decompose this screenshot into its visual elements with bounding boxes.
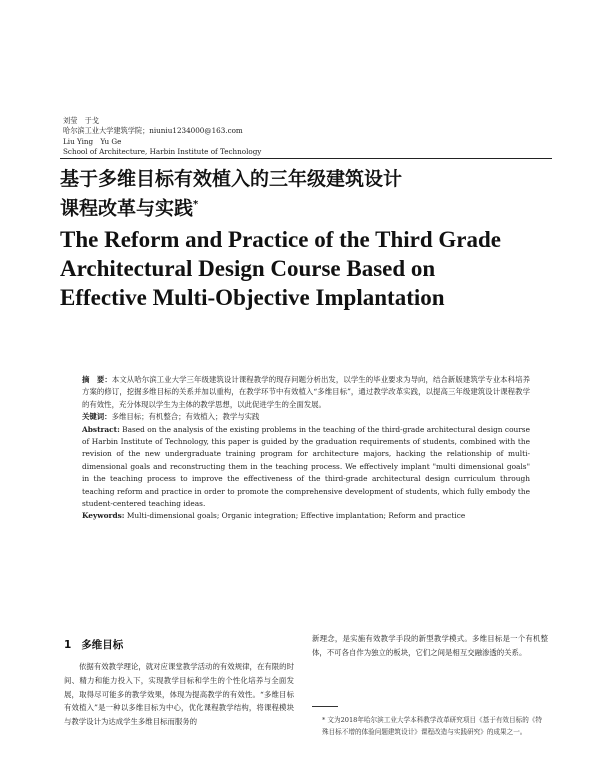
section-1-title: 多维目标 — [81, 639, 124, 651]
abstract-en-text: Based on the analysis of the existing problems in the teaching of the third-grade architectural design course of Harbin Institute of Technology, this paper is guided by the graduation requirements of students, combined with the revision of the new undergraduate training program for architecture majors, hacking the relationship of multi-dimensional goals and reconstructing them in the teaching process. We effectively implant "multi dimensional goals" in the teaching process to improve the effectiveness of the third-grade architectural design curriculum through teaching reform and practice in order to promote the comprehensive development of students, which fully embody the student-centered teaching ideas. — [82, 424, 530, 509]
abstract-cn — [82, 374, 530, 411]
abstract-cn-label: 摘 要： — [82, 375, 112, 384]
keywords-cn-label: 关键词： — [82, 412, 112, 422]
keywords-cn — [82, 411, 530, 423]
header-divider — [60, 158, 552, 159]
title-footnote-mark: * — [193, 199, 199, 210]
author-affiliation-en: School of Architecture, Harbin Institute of Technology — [63, 147, 262, 157]
keywords-en — [82, 510, 530, 522]
author-block — [63, 116, 543, 158]
section-1-body-right: 新理念，是实施有效教学手段的新型教学模式。多维目标是一个有机整体，不可各自作为独立的板块，它们之间是相互交融渗透的关系。 — [312, 634, 548, 657]
abstract-en-label: Abstract: — [82, 424, 120, 434]
abstract-en — [82, 424, 530, 511]
author-affiliation-cn: 哈尔滨工业大学建筑学院；niuniu1234000@163.com — [63, 126, 243, 136]
section-1-heading — [64, 637, 123, 652]
title-english — [60, 225, 530, 312]
title-cn-line-1: 基于多维目标有效植入的三年级建筑设计 — [60, 168, 403, 190]
keywords-cn-text: 多维目标；有机整合；有效植入；教学与实践 — [111, 412, 260, 422]
footnote: * 文为2018年哈尔滨工业大学本科教学改革研究项目《基于有效目标的《特殊目标不增的体验问题建筑设计》课程改造与实践研究》的成果之一。 — [322, 716, 542, 736]
title-cn-line-2-wrap — [60, 192, 540, 221]
keywords-en-text: Multi-dimensional goals; Organic integration; Effective implantation; Reform and practice — [126, 511, 466, 521]
title-en-line-3: Effective Multi-Objective Implantation — [60, 285, 445, 310]
abstract-cn-text: 本文从哈尔滨工业大学三年级建筑设计课程教学的现存问题分析出发，以学生的毕业要求为导向，结合新版建筑学专业本科培养方案的修订，挖掘多维目标的关系并加以重构，在教学环节中有效植入“多维目标”，通过教学改革实践，以提高三年级建筑设计课程教学的有效性，充分体现以学生为主体的教学思想，以此促进学生的全面发展。 — [82, 375, 530, 409]
footnote-divider — [312, 706, 338, 707]
title-en-line-2: Architectural Design Course Based on — [60, 256, 436, 281]
title-en-line-1: The Reform and Practice of the Third Grade — [60, 227, 501, 252]
abstract-block — [82, 374, 530, 523]
section-1-body-left: 依据有效教学理论，就对应课堂教学活动的有效规律，在有限的时间、精力和能力投入下，实现教学目标和学生的个性化培养与全面发展，取得尽可能多的教学效果，体现为提高教学的有效性。“多维目标有效植入”是一种以多维目标为中心，优化课程教学结构，将课程模块与教学设计为达成学生多维目标而服务的 — [64, 662, 294, 727]
section-1-number: 1 — [64, 639, 72, 651]
title-chinese — [60, 166, 540, 221]
author-names-en: Liu Ying Yu Ge — [63, 136, 122, 146]
author-names-cn: 刘莹 于戈 — [63, 116, 99, 125]
keywords-en-label: Keywords: — [82, 511, 125, 521]
title-cn-line-2: 课程改革与实践 — [60, 197, 194, 220]
